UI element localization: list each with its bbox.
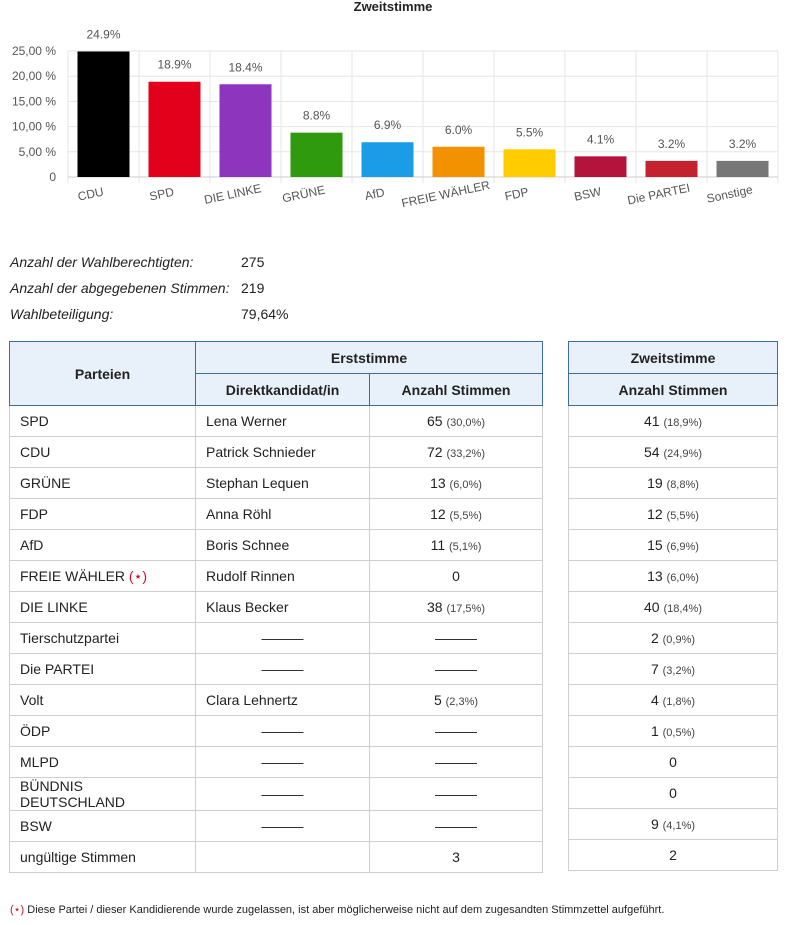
bar: [149, 82, 201, 177]
table-row: [569, 437, 778, 468]
data-label: 18.4%: [228, 60, 263, 75]
y-tick-label: 10,00 %: [11, 119, 56, 134]
table-row: [10, 778, 543, 811]
zweitstimme-count-cell: [569, 592, 778, 623]
stat-row-wahlberechtigte: [10, 252, 288, 278]
vote-percent: (3,2%): [662, 665, 696, 677]
vote-percent: (0,5%): [662, 727, 696, 739]
bar-chart: [0, 0, 788, 230]
candidate-cell: Lena Werner: [196, 406, 370, 437]
x-axis-ticks: [76, 178, 754, 210]
table-row: [569, 747, 778, 778]
zweitstimme-count-cell: [569, 437, 778, 468]
data-label: 24.9%: [86, 27, 121, 42]
header-zweitstimme: Zweitstimme: [569, 342, 778, 374]
header-anzahl-stimmen-zweit: Anzahl Stimmen: [569, 374, 778, 406]
table-row: [569, 654, 778, 685]
party-name: DIE LINKE: [20, 599, 88, 615]
stat-row-wahlbeteiligung: [10, 304, 288, 330]
table-row: [569, 716, 778, 747]
header-erststimme: Erststimme: [196, 342, 543, 374]
party-cell: [10, 561, 196, 592]
erststimme-count-cell: [370, 530, 543, 561]
data-label: 18.9%: [157, 57, 192, 72]
zweitstimme-count-cell: [569, 499, 778, 530]
party-cell: [10, 685, 196, 716]
candidate-cell: Stephan Lequen: [196, 468, 370, 499]
vote-percent: (5,1%): [449, 541, 482, 553]
y-tick-label: 20,00 %: [11, 69, 56, 84]
table-row: [569, 592, 778, 623]
erststimme-count-cell: [370, 561, 543, 592]
vote-percent: (30,0%): [446, 417, 485, 429]
party-name: ungültige Stimmen: [20, 849, 136, 865]
table-row: [10, 468, 543, 499]
vote-percent: (8,8%): [666, 479, 699, 491]
y-tick-label: 25,00 %: [11, 44, 56, 58]
vote-count: 72: [427, 444, 443, 460]
party-cell: [10, 592, 196, 623]
stat-label: Wahlbeteiligung:: [10, 306, 114, 322]
x-tick-label: CDU: [76, 184, 105, 204]
candidate-cell: Anna Röhl: [196, 499, 370, 530]
zweitstimme-count-cell: [569, 685, 778, 716]
bar: [504, 149, 556, 177]
party-name: AfD: [20, 537, 44, 553]
x-tick-label: Sonstige: [705, 182, 754, 206]
vote-count: 5: [433, 692, 442, 708]
data-label: 4.1%: [586, 132, 615, 147]
vote-percent: (1,8%): [662, 696, 696, 708]
table-row: [10, 811, 543, 842]
vote-count: 9: [650, 816, 659, 832]
zweitstimme-count-cell: [569, 654, 778, 685]
erststimme-table: [9, 341, 543, 873]
party-cell: [10, 654, 196, 685]
party-name: MLPD: [20, 754, 59, 770]
vote-count: 4: [650, 692, 659, 708]
candidate-cell: ———: [196, 623, 370, 654]
y-tick-label: 0: [49, 170, 56, 184]
party-name: SPD: [20, 413, 49, 429]
party-cell: [10, 406, 196, 437]
zweitstimme-count-cell: [569, 561, 778, 592]
x-tick-label: GRÜNE: [281, 182, 327, 206]
vote-count: ———: [435, 661, 477, 677]
table-row: [10, 561, 543, 592]
table-row: [569, 778, 778, 809]
erststimme-count-cell: [370, 685, 543, 716]
table-row: [569, 468, 778, 499]
table-row: [10, 499, 543, 530]
vote-count: 65: [427, 413, 443, 429]
party-cell: [10, 499, 196, 530]
zweitstimme-count-cell: [569, 623, 778, 654]
y-axis-ticks: [12, 44, 56, 184]
erststimme-count-cell: [370, 716, 543, 747]
data-label: 5.5%: [515, 125, 544, 140]
erststimme-count-cell: [370, 747, 543, 778]
party-name: ÖDP: [20, 723, 51, 739]
erststimme-count-cell: [370, 468, 543, 499]
table-row: [10, 747, 543, 778]
header-parteien: Parteien: [10, 342, 196, 406]
party-name: BSW: [20, 818, 52, 834]
erststimme-count-cell: [370, 778, 543, 811]
bar: [717, 161, 769, 177]
party-name: CDU: [20, 444, 51, 460]
stat-label: Anzahl der Wahlberechtigten:: [10, 254, 194, 270]
vote-percent: (17,5%): [446, 603, 485, 615]
data-label: 6.0%: [444, 122, 473, 137]
table-row: [10, 437, 543, 468]
vote-percent: (18,4%): [663, 603, 702, 615]
candidate-cell: ———: [196, 811, 370, 842]
bar: [78, 52, 130, 177]
erststimme-count-cell: [370, 623, 543, 654]
data-label: 3.2%: [657, 136, 686, 151]
erststimme-count-cell: [370, 499, 543, 530]
table-row: [10, 406, 543, 437]
y-tick-label: 5,00 %: [18, 144, 56, 159]
vote-count: ———: [435, 723, 477, 739]
bar: [646, 161, 698, 177]
bar: [220, 84, 272, 177]
candidate-cell: ———: [196, 747, 370, 778]
vote-count: 13: [430, 475, 446, 491]
stat-value: 79,64%: [241, 306, 289, 322]
table-row: [569, 406, 778, 437]
table-row: [10, 592, 543, 623]
vote-count: ———: [435, 818, 477, 834]
footnote-star-marker: (⋆): [128, 567, 147, 584]
vote-percent: (6,9%): [666, 541, 699, 553]
table-row: [569, 623, 778, 654]
party-name: FREIE WÄHLER: [20, 567, 126, 584]
erststimme-count-cell: [370, 811, 543, 842]
party-name: Volt: [20, 692, 44, 708]
party-cell: [10, 811, 196, 842]
footnote-text: Diese Partei / dieser Kandidierende wurde zugelassen, ist aber möglicherweise nicht auf dem zugesandten Stimmzettel aufgeführt.: [27, 904, 665, 916]
chart-title: Zweitstimme: [353, 0, 433, 14]
party-cell: [10, 468, 196, 499]
table-row: [10, 623, 543, 654]
zweitstimme-table: [568, 341, 778, 871]
table-row: [10, 685, 543, 716]
x-tick-label: FDP: [503, 184, 530, 204]
vote-percent: (6,0%): [449, 479, 482, 491]
vote-percent: (5,5%): [666, 510, 699, 522]
vote-count: ———: [435, 630, 477, 646]
erststimme-count-cell: [370, 842, 543, 873]
bar: [362, 142, 414, 177]
zweitstimme-count-cell: [569, 809, 778, 840]
party-cell: [10, 530, 196, 561]
bar: [433, 147, 485, 177]
stat-row-abgegebene-stimmen: [10, 278, 288, 304]
vote-percent: (5,5%): [449, 510, 482, 522]
stat-value: 219: [241, 280, 265, 296]
footnote-star: (⋆): [10, 904, 25, 916]
vote-count: 54: [644, 444, 660, 460]
x-tick-label: DIE LINKE: [202, 181, 263, 207]
party-name: BÜNDNIS DEUTSCHLAND: [20, 778, 126, 810]
candidate-cell: [196, 842, 370, 873]
table-row: [10, 716, 543, 747]
vote-count: 2: [650, 630, 659, 646]
vote-count: 0: [669, 785, 677, 801]
candidate-cell: ———: [196, 716, 370, 747]
party-name: GRÜNE: [20, 475, 71, 491]
vote-count: 2: [669, 847, 677, 863]
vote-percent: (33,2%): [446, 448, 485, 460]
candidate-cell: ———: [196, 654, 370, 685]
data-label: 6.9%: [373, 118, 402, 133]
stat-label: Anzahl der abgegebenen Stimmen:: [10, 280, 230, 296]
zweitstimme-count-cell: [569, 530, 778, 561]
vote-count: 41: [644, 413, 660, 429]
vote-count: 12: [430, 506, 446, 522]
party-cell: [10, 716, 196, 747]
bar: [291, 133, 343, 177]
candidate-cell: ———: [196, 778, 370, 811]
stats-block: [10, 252, 288, 330]
table-row: [10, 842, 543, 873]
vote-count: 7: [650, 661, 659, 677]
party-cell: [10, 778, 196, 811]
vote-count: 40: [644, 599, 660, 615]
vote-count: ———: [435, 786, 477, 802]
vote-count: 0: [669, 754, 677, 770]
zweitstimme-count-cell: [569, 778, 778, 809]
data-label: 8.8%: [302, 108, 331, 123]
x-tick-label: FREIE WÄHLER: [400, 177, 492, 211]
candidate-cell: Boris Schnee: [196, 530, 370, 561]
bar: [575, 156, 627, 177]
footnote: [10, 903, 664, 916]
table-row: [569, 685, 778, 716]
party-cell: [10, 747, 196, 778]
vote-count: 0: [452, 568, 460, 584]
party-cell: [10, 842, 196, 873]
vote-percent: (24,9%): [663, 448, 702, 460]
vote-count: 38: [427, 599, 443, 615]
vote-count: 11: [430, 537, 446, 553]
vote-percent: (6,0%): [666, 572, 699, 584]
zweitstimme-count-cell: [569, 468, 778, 499]
party-name: FDP: [20, 506, 48, 522]
table-row: [569, 809, 778, 840]
table-row: [569, 561, 778, 592]
zweitstimme-count-cell: [569, 716, 778, 747]
x-tick-label: AfD: [363, 185, 386, 204]
vote-percent: (2,3%): [445, 696, 479, 708]
vote-percent: (18,9%): [663, 417, 702, 429]
party-cell: [10, 623, 196, 654]
erststimme-count-cell: [370, 592, 543, 623]
candidate-cell: Patrick Schnieder: [196, 437, 370, 468]
zweitstimme-count-cell: [569, 840, 778, 871]
party-name: Tierschutzpartei: [20, 630, 120, 646]
zweitstimme-count-cell: [569, 747, 778, 778]
party-name: Die PARTEI: [20, 661, 95, 677]
erststimme-count-cell: [370, 654, 543, 685]
stat-value: 275: [241, 254, 265, 270]
header-direktkandidat: Direktkandidat/in: [196, 374, 370, 406]
x-tick-label: SPD: [148, 184, 176, 204]
party-cell: [10, 437, 196, 468]
x-tick-label: Die PARTEI: [626, 180, 692, 208]
table-row: [569, 840, 778, 871]
vote-count: 12: [647, 506, 663, 522]
vote-count: ———: [435, 754, 477, 770]
vote-count: 13: [647, 568, 663, 584]
erststimme-count-cell: [370, 406, 543, 437]
candidate-cell: Clara Lehnertz: [196, 685, 370, 716]
candidate-cell: Klaus Becker: [196, 592, 370, 623]
table-row: [10, 530, 543, 561]
table-row: [10, 654, 543, 685]
erststimme-count-cell: [370, 437, 543, 468]
vote-percent: (0,9%): [662, 634, 696, 646]
candidate-cell: Rudolf Rinnen: [196, 561, 370, 592]
vote-percent: (4,1%): [662, 820, 696, 832]
y-tick-label: 15,00 %: [11, 94, 56, 109]
vote-count: 1: [650, 723, 659, 739]
table-row: [569, 530, 778, 561]
vote-count: 19: [647, 475, 663, 491]
vote-count: 3: [452, 849, 460, 865]
table-row: [569, 499, 778, 530]
data-label: 3.2%: [728, 136, 757, 151]
zweitstimme-count-cell: [569, 406, 778, 437]
header-anzahl-stimmen-erst: Anzahl Stimmen: [370, 374, 543, 406]
x-tick-label: BSW: [572, 184, 603, 204]
vote-count: 15: [647, 537, 663, 553]
